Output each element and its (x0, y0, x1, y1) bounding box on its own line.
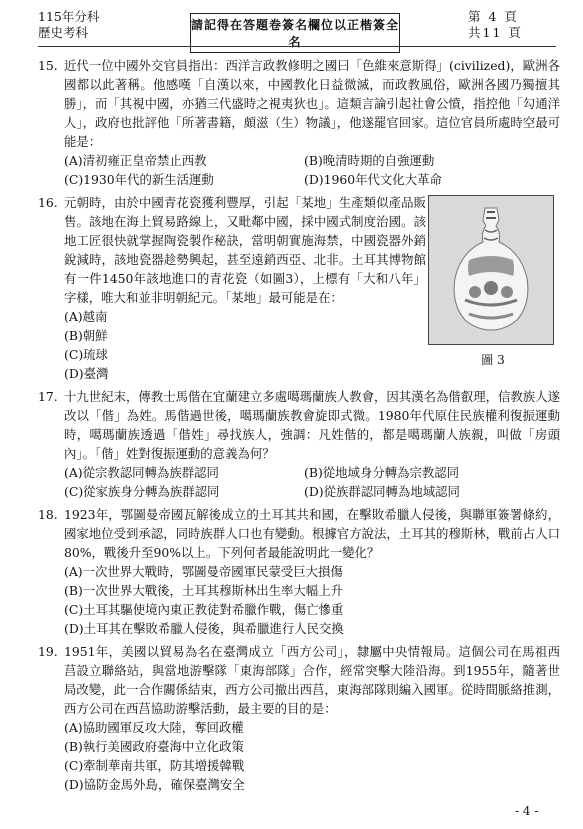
option-a[interactable]: (A)協助國軍反攻大陸，奪回政權 (64, 720, 244, 735)
page-label: 第 4 頁 (468, 9, 519, 24)
question-stem: 1923年，鄂圖曼帝國瓦解後成立的土耳其共和國，在擊敗希臘人侵後，與聯軍簽署條約，國家地位受到承認，同時族群人口也有變動。根據官方說法，土耳其的穆斯林，戰前占人口80%，戰後升至90%以上。下列何者最能說明此一變化？ (64, 507, 560, 560)
porcelain-vase-photo (428, 195, 554, 345)
question-15 (38, 56, 560, 189)
option-c[interactable]: (C)1930年代的新生活運動 (64, 172, 214, 187)
question-stem: 近代一位中國外交官員指出：西洋言政教修明之國曰「色維來意斯得」(civilized)，歐洲各國都以此著稱。他感嘆「自漢以來，中國教化日益微滅，而政教風俗，歐洲各國乃獨擅其勝」，而「其視中國，亦猶三代盛時之視夷狄也」。這類言論引起社會公憤，指控他「勾通洋人」，政府也批評他「所著書籍，頗滋（生）物議」，他遂罷官回家。這位官員所處時空最可能是： (64, 58, 560, 149)
question-number: 18. (38, 507, 58, 522)
option-d[interactable]: (D)1960年代文化大革命 (304, 172, 442, 187)
page-number: - 4 - (515, 804, 539, 818)
total-pages-label: 共11 頁 (468, 25, 523, 40)
option-a[interactable]: (A)清初雍正皇帝禁止西教 (64, 153, 207, 168)
option-b[interactable]: (B)一次世界大戰後，土耳其穆斯林出生率大幅上升 (64, 583, 343, 598)
option-a[interactable]: (A)一次世界大戰時，鄂圖曼帝國軍民蒙受巨大損傷 (64, 564, 343, 579)
options-list (38, 562, 560, 638)
question-number: 15. (38, 58, 58, 73)
option-b[interactable]: (B)晚清時期的自強運動 (304, 153, 435, 168)
question-16 (38, 193, 560, 383)
option-a[interactable]: (A)越南 (64, 309, 108, 324)
option-d[interactable]: (D)臺灣 (64, 366, 109, 381)
figure-3 (428, 195, 558, 370)
header-divider (38, 46, 556, 47)
option-d[interactable]: (D)土耳其在擊敗希臘人侵後，與希臘進行人民交換 (64, 621, 344, 636)
question-stem: 元朝時，由於中國青花瓷獲利豐厚，引起「某地」生產類似產品販售。該地在海上貿易路線上，又毗鄰中國，採中國式制度治國。該地工匠很快就掌握陶瓷製作秘訣，當明朝實施海禁，中國瓷器外銷銳減時，該地瓷器趁勢興起，甚至遠銷西亞、北非。土耳其博物館有一件1450年該地進口的青花瓷（如圖3），上標有「大和八年」字樣，唯大和並非明朝紀元。「某地」最可能是在： (64, 195, 426, 305)
question-stem: 十九世紀末，傳教士馬偕在宜蘭建立多處噶瑪蘭族人教會，因其漢名為偕叡理，信教族人遂改以「偕」為姓。馬偕過世後，噶瑪蘭族教會旋即式微。1980年代原住民族權利復振運動時，噶瑪蘭族透過「偕姓」尋找族人，強調：凡姓偕的，都是噶瑪蘭人族親，叫做「房頭內」。「偕」姓對復振運動的意義為何？ (64, 389, 560, 461)
vase-illustration (429, 196, 553, 344)
signature-notice-box: 請記得在答題卷簽名欄位以正楷簽全名 (190, 13, 400, 53)
option-c[interactable]: (C)土耳其驅使境內東正教徒對希臘作戰，傷亡慘重 (64, 602, 344, 617)
header-right (468, 9, 523, 41)
question-number: 17. (38, 389, 58, 404)
question-number: 16. (38, 195, 58, 210)
question-stem: 1951年，美國以貿易為名在臺灣成立「西方公司」，隸屬中央情報局。這個公司在馬祖西莒設立聯絡站，與當地游擊隊「東海部隊」合作，經常突擊大陸沿海。到1955年，隨著世局改變，此一合作關係結束，西方公司撤出西莒，東海部隊則編入國軍。從時間脈絡推測，西方公司在西莒協助游擊活動，最主要的目的是： (64, 644, 560, 716)
exam-subject-name: 歷史考科 (38, 25, 89, 40)
option-b[interactable]: (B)朝鮮 (64, 328, 108, 343)
figure-caption: 圖 3 (481, 353, 505, 367)
option-a[interactable]: (A)從宗教認同轉為族群認同 (64, 465, 219, 480)
question-19 (38, 642, 560, 794)
option-c[interactable]: (C)從家族身分轉為族群認同 (64, 484, 220, 499)
option-d[interactable]: (D)從族群認同轉為地域認同 (304, 484, 460, 499)
question-18 (38, 505, 560, 638)
question-number: 19. (38, 644, 58, 659)
question-17 (38, 387, 560, 501)
option-d[interactable]: (D)協防金馬外島，確保臺灣安全 (64, 777, 245, 792)
options-grid (38, 151, 560, 189)
header-left (38, 9, 99, 41)
options-list (38, 718, 560, 794)
options-grid (38, 463, 560, 501)
option-b[interactable]: (B)執行美國政府臺海中立化政策 (64, 739, 244, 754)
exam-year-subject: 115年分科 (38, 9, 100, 24)
option-b[interactable]: (B)從地域身分轉為宗教認同 (304, 465, 460, 480)
question-list (38, 56, 560, 798)
option-c[interactable]: (C)牽制華南共軍，防其增援韓戰 (64, 758, 245, 773)
option-c[interactable]: (C)琉球 (64, 347, 108, 362)
